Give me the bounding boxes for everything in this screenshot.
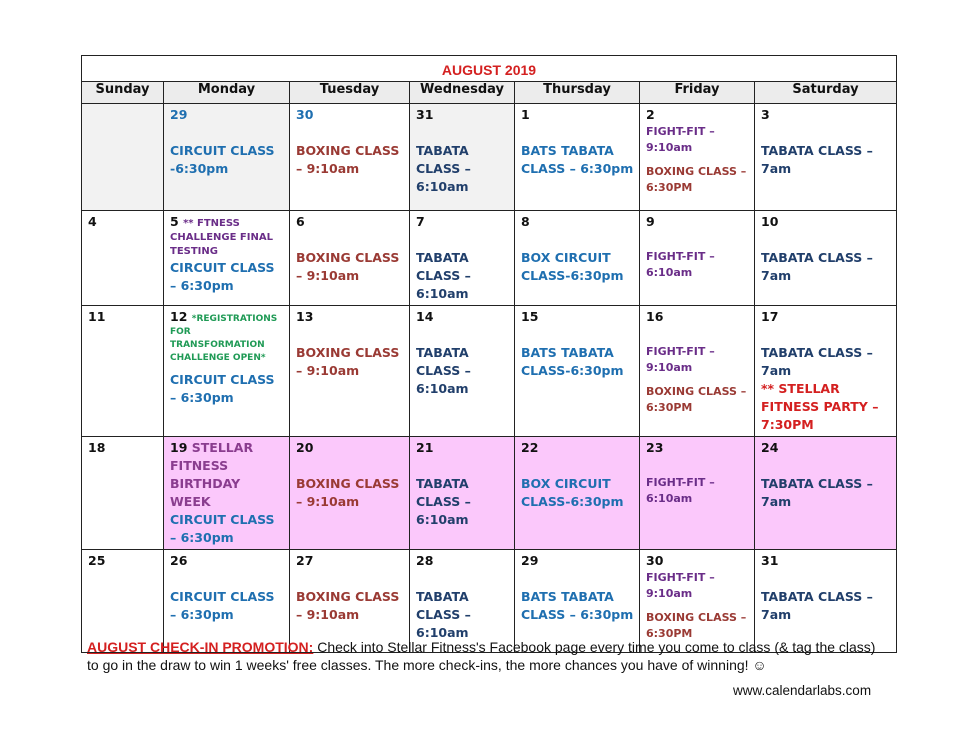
day-header-saturday: Saturday bbox=[755, 82, 897, 104]
week-row bbox=[82, 104, 897, 211]
day-cell bbox=[290, 306, 410, 437]
day-number: 9 bbox=[646, 214, 655, 229]
day-header-sunday: Sunday bbox=[82, 82, 164, 104]
day-number: 2 bbox=[646, 107, 655, 122]
day-cell bbox=[515, 211, 640, 306]
day-number: 30 bbox=[646, 553, 664, 568]
week-row bbox=[82, 437, 897, 550]
day-cell bbox=[164, 104, 290, 211]
day-cell bbox=[82, 306, 164, 437]
day-cell bbox=[164, 437, 290, 550]
day-cell bbox=[82, 211, 164, 306]
day-number: 18 bbox=[88, 440, 106, 455]
class-entry: TABATA CLASS – 6:10am bbox=[416, 589, 471, 640]
day-cell bbox=[640, 437, 755, 550]
class-entry: BATS TABATA CLASS-6:30pm bbox=[521, 345, 624, 378]
day-header-monday: Monday bbox=[164, 82, 290, 104]
class-entry: CIRCUIT CLASS – 6:30pm bbox=[170, 512, 275, 545]
class-entry: TABATA CLASS – 6:10am bbox=[416, 250, 471, 301]
class-entry: BATS TABATA CLASS – 6:30pm bbox=[521, 589, 634, 622]
calendar-table bbox=[81, 55, 897, 653]
day-header-friday: Friday bbox=[640, 82, 755, 104]
class-entry: BATS TABATA CLASS – 6:30pm bbox=[521, 143, 634, 176]
day-cell bbox=[755, 306, 897, 437]
week-row bbox=[82, 211, 897, 306]
class-entry: TABATA CLASS – 6:10am bbox=[416, 476, 471, 527]
day-number: 30 bbox=[296, 107, 314, 122]
promotion-body: Check into Stellar Fitness's Facebook page every time you come to class (& tag the class) to go in the draw to win 1 weeks' free classes. The more check-ins, the more chances you have of winning! ☺ bbox=[87, 639, 876, 673]
day-number: 8 bbox=[521, 214, 530, 229]
class-entry: CIRCUIT CLASS – 6:30pm bbox=[170, 372, 275, 405]
day-number: 11 bbox=[88, 309, 106, 324]
class-entry: TABATA CLASS – 6:10am bbox=[416, 143, 471, 194]
day-cell bbox=[410, 437, 515, 550]
event-note: CHALLENGE FINAL TESTING bbox=[170, 232, 273, 257]
day-number: 27 bbox=[296, 553, 314, 568]
class-entry: TABATA CLASS – 7am bbox=[761, 143, 873, 176]
class-entry: BOXING CLASS – 9:10am bbox=[296, 250, 400, 283]
week-row bbox=[82, 306, 897, 437]
day-cell bbox=[755, 104, 897, 211]
event-note: *REGISTRATIONS bbox=[191, 314, 278, 324]
day-number: 15 bbox=[521, 309, 539, 324]
day-cell bbox=[290, 437, 410, 550]
class-entry: FIGHT-FIT – 6:10am bbox=[646, 250, 715, 279]
class-entry: TABATA CLASS – 7am bbox=[761, 589, 873, 622]
day-number: 31 bbox=[761, 553, 779, 568]
day-number: 14 bbox=[416, 309, 434, 324]
day-number: 7 bbox=[416, 214, 425, 229]
day-cell bbox=[640, 104, 755, 211]
class-entry: BOX CIRCUIT CLASS-6:30pm bbox=[521, 250, 624, 283]
day-number: 23 bbox=[646, 440, 664, 455]
day-number: 6 bbox=[296, 214, 305, 229]
day-header-tuesday: Tuesday bbox=[290, 82, 410, 104]
website-link[interactable]: www.calendarlabs.com bbox=[733, 683, 872, 698]
day-cell bbox=[640, 211, 755, 306]
day-cell bbox=[410, 306, 515, 437]
day-cell bbox=[410, 104, 515, 211]
day-cell bbox=[755, 437, 897, 550]
event-note: ** STELLAR FITNESS PARTY – 7:30PM bbox=[761, 381, 879, 432]
class-entry: FIGHT-FIT – 6:10am bbox=[646, 476, 715, 505]
day-header-row bbox=[82, 82, 897, 104]
day-number: 25 bbox=[88, 553, 106, 568]
day-number: 19 bbox=[170, 440, 188, 455]
class-entry: BOX CIRCUIT CLASS-6:30pm bbox=[521, 476, 624, 509]
day-number: 22 bbox=[521, 440, 539, 455]
class-entry: TABATA CLASS – 7am bbox=[761, 476, 873, 509]
class-entry: TABATA CLASS – 7am bbox=[761, 345, 873, 378]
day-number: 12 bbox=[170, 309, 188, 324]
class-entry: BOXING CLASS – 9:10am bbox=[296, 345, 400, 378]
day-number: 5 bbox=[170, 214, 179, 229]
class-entry: CIRCUIT CLASS -6:30pm bbox=[170, 143, 275, 176]
day-cell bbox=[515, 104, 640, 211]
event-note: STELLAR bbox=[191, 440, 254, 455]
class-entry: BOXING CLASS – 6:30PM bbox=[646, 611, 747, 640]
day-number: 4 bbox=[88, 214, 97, 229]
class-entry: BOXING CLASS – 9:10am bbox=[296, 143, 400, 176]
class-entry: BOXING CLASS – 9:10am bbox=[296, 476, 400, 509]
event-note: FITNESS BIRTHDAY WEEK bbox=[170, 458, 241, 509]
event-note: FOR TRANSFORMATION CHALLENGE OPEN* bbox=[170, 327, 266, 363]
day-number: 13 bbox=[296, 309, 314, 324]
promotion-text bbox=[87, 638, 887, 674]
day-number: 24 bbox=[761, 440, 779, 455]
class-entry: BOXING CLASS – 9:10am bbox=[296, 589, 400, 622]
event-note: ** FTNESS bbox=[183, 218, 240, 229]
class-entry: TABATA CLASS – 7am bbox=[761, 250, 873, 283]
day-number: 16 bbox=[646, 309, 664, 324]
day-cell bbox=[164, 211, 290, 306]
day-cell bbox=[164, 306, 290, 437]
day-cell bbox=[82, 104, 164, 211]
day-number: 29 bbox=[521, 553, 539, 568]
day-number: 31 bbox=[416, 107, 434, 122]
day-cell bbox=[290, 211, 410, 306]
day-cell bbox=[82, 437, 164, 550]
day-number: 10 bbox=[761, 214, 779, 229]
day-header-thursday: Thursday bbox=[515, 82, 640, 104]
class-entry: CIRCUIT CLASS – 6:30pm bbox=[170, 260, 275, 293]
day-number: 29 bbox=[170, 107, 188, 122]
day-number: 21 bbox=[416, 440, 434, 455]
day-number: 26 bbox=[170, 553, 188, 568]
day-cell bbox=[515, 306, 640, 437]
class-entry: FIGHT-FIT – 9:10am bbox=[646, 571, 715, 600]
day-header-wednesday: Wednesday bbox=[410, 82, 515, 104]
class-entry: TABATA CLASS – 6:10am bbox=[416, 345, 471, 396]
day-cell bbox=[290, 104, 410, 211]
promotion-label: AUGUST CHECK-IN PROMOTION: bbox=[87, 639, 314, 655]
class-entry: BOXING CLASS – 6:30PM bbox=[646, 165, 747, 194]
day-number: 17 bbox=[761, 309, 779, 324]
day-number: 1 bbox=[521, 107, 530, 122]
day-number: 3 bbox=[761, 107, 770, 122]
calendar-title: AUGUST 2019 bbox=[82, 56, 897, 82]
class-entry: CIRCUIT CLASS – 6:30pm bbox=[170, 589, 275, 622]
day-cell bbox=[755, 211, 897, 306]
class-entry: FIGHT-FIT – 9:10am bbox=[646, 345, 715, 374]
day-cell bbox=[515, 437, 640, 550]
day-number: 28 bbox=[416, 553, 434, 568]
day-cell bbox=[640, 306, 755, 437]
day-number: 20 bbox=[296, 440, 314, 455]
day-cell bbox=[410, 211, 515, 306]
class-entry: FIGHT-FIT – 9:10am bbox=[646, 125, 715, 154]
class-entry: BOXING CLASS – 6:30PM bbox=[646, 385, 747, 414]
